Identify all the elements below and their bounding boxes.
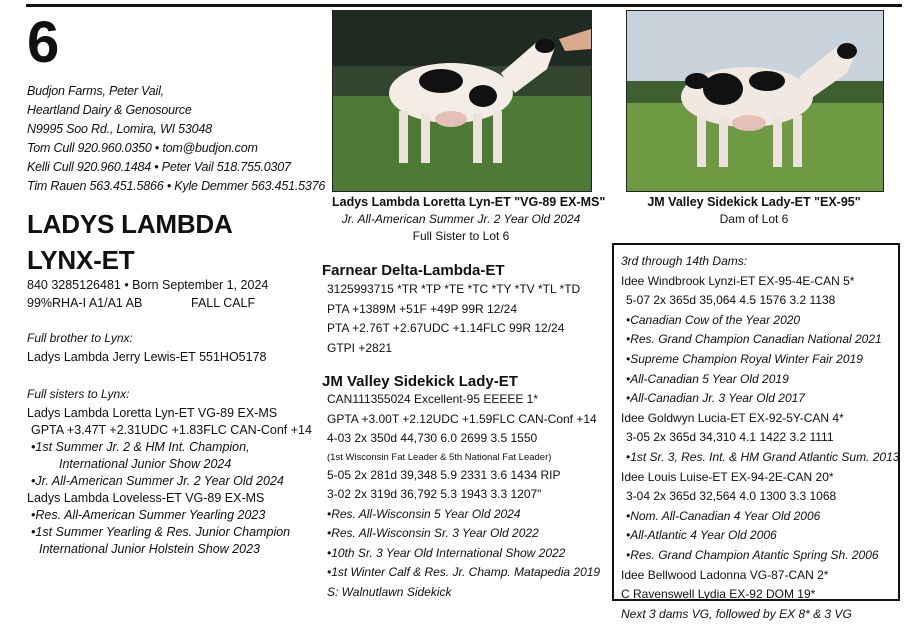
dam-info-line: (1st Wisconsin Fat Leader & 5th National Fat Leader)	[327, 451, 552, 463]
contact-line: Budjon Farms, Peter Vail,	[27, 84, 164, 98]
lot-number: 6	[27, 10, 60, 75]
ancestor-dam-line: •All-Atlantic 4 Year Old 2006	[626, 528, 777, 543]
ancestor-dam-line: •All-Canadian Jr. 3 Year Old 2017	[626, 391, 805, 406]
dam-info-line: 3-02 2x 319d 36,792 5.3 1943 3.3 1207"	[327, 487, 542, 501]
full-sister-line: International Junior Show 2024	[59, 457, 232, 471]
sire-info-line: GTPI +2821	[327, 340, 393, 355]
ancestor-dam-line: •All-Canadian 5 Year Old 2019	[626, 371, 789, 386]
full-brother-text: Ladys Lambda Jerry Lewis-ET 551HO5178	[27, 350, 267, 364]
animal-name-line2: LYNX-ET	[27, 245, 135, 275]
caption-dam-name: JM Valley Sidekick Lady-ET "EX-95"	[647, 195, 861, 209]
caption-full-sister-name: Ladys Lambda Loretta Lyn-ET "VG-89 EX-MS"	[332, 195, 606, 209]
caption-full-sister-relation: Full Sister to Lot 6	[412, 229, 510, 243]
full-sister-line: Ladys Lambda Loretta Lyn-ET VG-89 EX-MS	[27, 406, 278, 420]
ancestor-dam-line: •Res. Grand Champion Atantic Spring Sh. 2006	[626, 547, 879, 562]
full-sister-line: •Jr. All-American Summer Jr. 2 Year Old 2024	[31, 474, 284, 488]
full-sister-line: •Res. All-American Summer Yearling 2023	[31, 508, 266, 522]
dam-info-line: •Res. All-Wisconsin Sr. 3 Year Old 2022	[327, 526, 539, 540]
contact-line: N9995 Soo Rd., Lomira, WI 53048	[27, 122, 212, 136]
caption-dam	[626, 194, 882, 228]
contact-line: Tim Rauen 563.451.5866 • Kyle Demmer 563.451.5376	[27, 179, 326, 193]
registration-line: 840 3285126481 • Born September 1, 2024	[27, 278, 269, 292]
full-sister-line: International Junior Holstein Show 2023	[39, 542, 260, 556]
ancestor-dam-line: 3-04 2x 365d 32,564 4.0 1300 3.3 1068	[626, 489, 837, 504]
sire-name: Farnear Delta-Lambda-ET	[322, 262, 505, 279]
caption-full-sister	[332, 194, 606, 245]
ancestor-dam-line: Next 3 dams VG, followed by EX 8* & 3 VG	[621, 606, 852, 621]
ancestor-dam-line: •Res. Grand Champion Canadian National 2021	[626, 332, 882, 347]
dam-info-line: •10th Sr. 3 Year Old International Show 2022	[327, 545, 566, 560]
sire-info-line: PTA +1389M +51F +49P 99R 12/24	[327, 301, 518, 316]
dam-info-line: S: Walnutlawn Sidekick	[327, 584, 452, 599]
caption-full-sister-award: Jr. All-American Summer Jr. 2 Year Old 2024	[341, 212, 581, 226]
ancestor-dam-line: •1st Sr. 3, Res. Int. & HM Grand Atlantic Sum. 2013	[626, 449, 900, 464]
animal-name	[27, 206, 233, 278]
dam-info-line: 4-03 2x 350d 44,730 6.0 2699 3.5 1550	[327, 431, 538, 445]
ancestor-dam-line: 3rd through 14th Dams:	[621, 254, 748, 268]
ancestor-dam-line: Idee Goldwyn Lucia-ET EX-92-5Y-CAN 4*	[621, 410, 844, 425]
dam-info	[327, 390, 600, 602]
ancestor-dam-line: Idee Windbrook Lynzi-ET EX-95-4E-CAN 5*	[621, 273, 855, 288]
caption-dam-relation: Dam of Lot 6	[719, 212, 789, 226]
dam-info-line: •1st Winter Calf & Res. Jr. Champ. Matapedia 2019	[327, 565, 601, 579]
ancestor-dam-line: •Supreme Champion Royal Winter Fair 2019	[626, 351, 863, 366]
ancestor-dam-line: 3-05 2x 365d 34,310 4.1 1422 3.2 1111	[626, 430, 834, 445]
ancestor-dam-line: 5-07 2x 365d 35,064 4.5 1576 3.2 1138	[626, 293, 836, 308]
ancestor-dam-line: Idee Bellwood Ladonna VG-87-CAN 2*	[621, 567, 829, 582]
contact-line: Kelli Cull 920.960.1484 • Peter Vail 518.755.0307	[27, 160, 291, 174]
ancestor-dam-line: C Ravenswell Lydia EX-92 DOM 19*	[621, 587, 816, 602]
full-sister-line: •1st Summer Jr. 2 & HM Int. Champion,	[31, 440, 250, 454]
ancestor-dam-line: •Canadian Cow of the Year 2020	[626, 312, 801, 327]
full-sister-line: •1st Summer Yearling & Res. Junior Champion	[31, 525, 291, 539]
sire-info	[327, 280, 580, 358]
photo-full-sister	[332, 10, 592, 192]
dam-info-line: 5-05 2x 281d 39,348 5.9 2331 3.6 1434 RIP	[327, 467, 561, 482]
dams-list	[621, 252, 899, 624]
consignor-contact	[27, 82, 325, 196]
class-label: FALL CALF	[191, 296, 256, 310]
dam-info-line: GPTA +3.00T +2.12UDC +1.59FLC CAN-Conf +14	[327, 411, 597, 426]
full-sister-line: GPTA +3.47T +2.31UDC +1.83FLC CAN-Conf +14	[31, 423, 312, 437]
photo-dam	[626, 10, 884, 192]
full-sisters-list	[27, 405, 312, 558]
ancestor-dam-line: •Nom. All-Canadian 4 Year Old 2006	[626, 508, 821, 523]
full-sisters-label: Full sisters to Lynx:	[27, 387, 130, 401]
full-sister-line: Ladys Lambda Loveless-ET VG-89 EX-MS	[27, 491, 265, 505]
cow-photo-image	[333, 11, 591, 191]
ancestor-dam-line: Idee Louis Luise-ET EX-94-2E-CAN 20*	[621, 469, 834, 484]
dam-info-line: •Res. All-Wisconsin 5 Year Old 2024	[327, 506, 521, 521]
genomic-line: 99%RHA-I A1/A1 AB	[27, 296, 143, 310]
cow-photo-image	[627, 11, 883, 191]
sire-info-line: PTA +2.76T +2.67UDC +1.14FLC 99R 12/24	[327, 321, 565, 335]
animal-name-line1: LADYS LAMBDA	[27, 209, 233, 239]
dam-info-line: CAN111355024 Excellent-95 EEEEE 1*	[327, 392, 539, 406]
contact-line: Tom Cull 920.960.0350 • tom@budjon.com	[27, 141, 258, 155]
full-brother-label: Full brother to Lynx:	[27, 331, 133, 345]
dam-name: JM Valley Sidekick Lady-ET	[322, 373, 518, 390]
contact-line: Heartland Dairy & Genosource	[27, 103, 192, 117]
top-rule	[26, 4, 902, 7]
sire-info-line: 3125993715 *TR *TP *TE *TC *TY *TV *TL *TD	[327, 282, 581, 296]
